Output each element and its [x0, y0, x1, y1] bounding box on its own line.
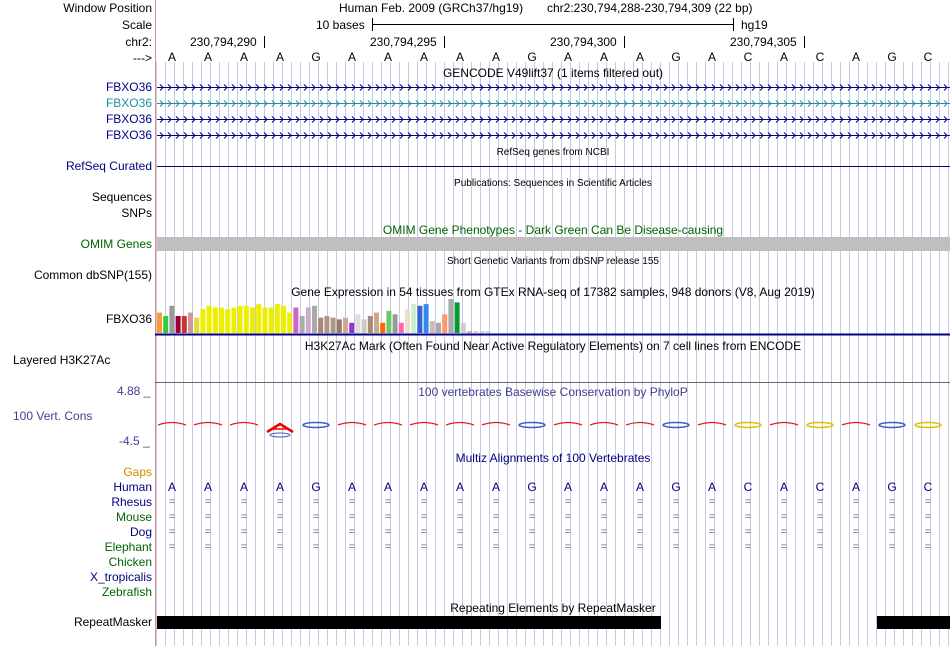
alignment-match: = [888, 511, 896, 523]
alignment-match: = [240, 541, 248, 553]
sequence-base: A [203, 50, 212, 64]
sequence-base: A [563, 50, 572, 64]
species-label-elephant[interactable]: Elephant [104, 540, 152, 554]
coord-tick-3: 230,794,300 [550, 35, 617, 49]
gtex-bar [411, 304, 416, 333]
alignment-match: = [168, 496, 176, 508]
alignment-match: = [492, 541, 500, 553]
gtex-bar [318, 318, 323, 333]
phylop-mark [698, 423, 726, 426]
alignment-match: = [312, 511, 320, 523]
human-base: A [203, 480, 212, 494]
gtex-bar [163, 316, 168, 333]
gtex-bar [238, 306, 243, 333]
phylop-logo [267, 424, 293, 432]
sequence-base: G [311, 50, 321, 64]
sequence-base: A [419, 50, 428, 64]
gtex-bar [455, 302, 460, 333]
alignment-match: = [348, 541, 356, 553]
gtex-bar [200, 309, 205, 333]
coord-tick-4: 230,794,305 [730, 35, 797, 49]
alignment-match: = [672, 526, 680, 538]
repeat-block [157, 616, 661, 629]
alignment-match: = [456, 511, 464, 523]
species-label-zebrafish[interactable]: Zebrafish [101, 585, 152, 599]
gtex-bar [182, 316, 187, 333]
phylop-mark [519, 423, 545, 428]
alignment-match: = [492, 511, 500, 523]
gtex-bar [293, 308, 298, 334]
alignment-match: = [852, 511, 860, 523]
chrom-label: chr2: [125, 35, 152, 49]
scale-text: 10 bases [316, 18, 365, 32]
alignment-match: = [780, 511, 788, 523]
omim-label[interactable]: OMIM Genes [80, 237, 152, 251]
dbsnp-title[interactable]: Short Genetic Variants from dbSNP release 155 [447, 256, 659, 267]
alignment-match: = [672, 541, 680, 553]
alignment-match: = [816, 511, 824, 523]
gtex-bar [219, 308, 224, 334]
sequence-base: A [239, 50, 248, 64]
human-base: A [491, 480, 500, 494]
gtex-bar [424, 304, 429, 333]
gencode-label-1[interactable]: FBXO36 [105, 80, 152, 94]
coord-tick-1: 230,794,290 [190, 35, 257, 49]
human-base: A [635, 480, 644, 494]
pubs-sequences-label[interactable]: Sequences [91, 190, 152, 204]
human-base: A [239, 480, 248, 494]
repeatmasker-label[interactable]: RepeatMasker [73, 615, 152, 629]
phylop-mark [482, 423, 510, 426]
alignment-match: = [780, 526, 788, 538]
scale-label: Scale [121, 18, 152, 32]
gtex-bar [393, 314, 398, 333]
phylop-mark [410, 423, 438, 426]
gtex-bar [256, 304, 261, 333]
alignment-match: = [672, 511, 680, 523]
pubs-snps-label[interactable]: SNPs [121, 206, 152, 220]
gtex-bar [176, 316, 181, 333]
gtex-bar [244, 306, 249, 333]
species-label-x_tropicalis[interactable]: X_tropicalis [89, 570, 152, 584]
sequence-base: A [851, 50, 860, 64]
human-base: A [779, 480, 788, 494]
alignment-match: = [564, 541, 572, 553]
species-label-chicken[interactable]: Chicken [108, 555, 152, 569]
phylop-mark [770, 423, 798, 426]
alignment-match: = [744, 511, 752, 523]
alignment-match: = [924, 526, 932, 538]
human-base: A [599, 480, 608, 494]
alignment-match: = [528, 526, 536, 538]
alignment-match: = [888, 496, 896, 508]
human-base: A [419, 480, 428, 494]
alignment-match: = [384, 496, 392, 508]
gencode-label-3[interactable]: FBXO36 [105, 112, 152, 126]
gencode-label-2[interactable]: FBXO36 [105, 96, 152, 110]
h3k27ac-label[interactable]: Layered H3K27Ac [13, 353, 111, 367]
alignment-match: = [240, 526, 248, 538]
dbsnp-label[interactable]: Common dbSNP(155) [33, 268, 152, 282]
alignment-match: = [744, 526, 752, 538]
alignment-match: = [888, 526, 896, 538]
alignment-match: = [780, 496, 788, 508]
alignment-match: = [456, 541, 464, 553]
gtex-bar [331, 318, 336, 333]
alignment-match: = [852, 526, 860, 538]
phylop-mark [303, 423, 329, 428]
gtex-bar [386, 311, 391, 333]
alignment-match: = [492, 526, 500, 538]
alignment-match: = [564, 511, 572, 523]
gtex-bar [250, 308, 255, 334]
human-base: G [671, 480, 681, 494]
sequence-base: A [635, 50, 644, 64]
phylop-mark [446, 423, 474, 426]
alignment-match: = [528, 511, 536, 523]
gtex-bar [169, 306, 174, 333]
phylop-mark [663, 423, 689, 428]
window-position-label: Window Position [63, 1, 152, 15]
gtex-bar [306, 308, 311, 334]
alignment-match: = [780, 541, 788, 553]
gtex-bar [349, 323, 354, 333]
alignment-match: = [708, 541, 716, 553]
alignment-match: = [600, 526, 608, 538]
alignment-match: = [348, 526, 356, 538]
alignment-match: = [744, 541, 752, 553]
gtex-bar [430, 321, 435, 333]
human-base: A [347, 480, 356, 494]
alignment-match: = [168, 526, 176, 538]
alignment-match: = [600, 541, 608, 553]
gtex-bar [262, 308, 267, 334]
alignment-match: = [816, 541, 824, 553]
alignment-match: = [384, 526, 392, 538]
gtex-bar [374, 313, 379, 333]
gtex-bar [269, 308, 274, 334]
alignment-match: = [420, 511, 428, 523]
alignment-match: = [528, 541, 536, 553]
alignment-match: = [168, 511, 176, 523]
gtex-bar [207, 306, 212, 333]
sequence-base: G [527, 50, 537, 64]
alignment-match: = [708, 526, 716, 538]
sequence-base: A [707, 50, 716, 64]
human-base: A [851, 480, 860, 494]
sequence-base: A [347, 50, 356, 64]
gtex-bar [281, 306, 286, 333]
alignment-match: = [924, 511, 932, 523]
gtex-bar [194, 318, 199, 333]
omim-title[interactable]: OMIM Gene Phenotypes - Dark Green Can Be Disease-causing [382, 223, 724, 237]
phylop-mark [735, 423, 761, 428]
gtex-bar [442, 314, 447, 333]
phylop-mark [338, 423, 366, 426]
sequence-base: G [887, 50, 897, 64]
phylop-mark [374, 423, 402, 426]
gtex-bar [337, 319, 342, 333]
coord-tick-2: 230,794,295 [370, 35, 437, 49]
sequence-base: A [599, 50, 608, 64]
human-base: A [707, 480, 716, 494]
gencode-label-4[interactable]: FBXO36 [105, 128, 152, 142]
omim-bar [157, 237, 950, 251]
alignment-match: = [492, 496, 500, 508]
gtex-bar [225, 309, 230, 333]
gtex-bar [417, 306, 422, 333]
gtex-bar [448, 299, 453, 333]
gtex-bar [380, 323, 385, 333]
gtex-title[interactable]: Gene Expression in 54 tissues from GTEx RNA-seq of 17382 samples, 948 donors (V8, Aug 2019) [291, 285, 815, 299]
strand-label: ---> [133, 51, 152, 65]
alignment-match: = [600, 496, 608, 508]
gtex-bar [324, 316, 329, 333]
alignment-match: = [276, 496, 284, 508]
alignment-match: = [636, 511, 644, 523]
phylop-label[interactable]: 100 Vert. Cons [13, 409, 93, 423]
gtex-bar [188, 313, 193, 333]
human-base: A [455, 480, 464, 494]
phylop-title[interactable]: 100 vertebrates Basewise Conservation by PhyloP [418, 385, 688, 399]
human-base: C [923, 480, 933, 494]
gtex-bar [343, 318, 348, 333]
gtex-bar [231, 308, 236, 334]
human-base: A [383, 480, 392, 494]
alignment-match: = [348, 496, 356, 508]
alignment-match: = [744, 496, 752, 508]
sequence-base: A [383, 50, 392, 64]
sequence-base: A [491, 50, 500, 64]
alignment-match: = [204, 496, 212, 508]
phylop-mark [915, 423, 941, 428]
gtex-bar [405, 309, 410, 333]
alignment-match: = [384, 511, 392, 523]
gtex-bar [436, 323, 441, 333]
species-label-dog[interactable]: Dog [129, 525, 152, 539]
human-base: G [887, 480, 897, 494]
phylop-min-label: -4.5 _ [119, 434, 150, 448]
gtex-bar [355, 314, 360, 333]
multiz-title[interactable]: Multiz Alignments of 100 Vertebrates [455, 451, 651, 465]
sequence-base: C [815, 50, 825, 64]
alignment-match: = [600, 511, 608, 523]
alignment-match: = [204, 511, 212, 523]
gtex-bar [275, 304, 280, 333]
assembly-text: Human Feb. 2009 (GRCh37/hg19) [339, 1, 524, 15]
human-base: G [311, 480, 321, 494]
alignment-match: = [312, 541, 320, 553]
gtex-bar [479, 331, 484, 333]
repeatmasker-title[interactable]: Repeating Elements by RepeatMasker [450, 601, 656, 615]
alignment-match: = [276, 526, 284, 538]
alignment-match: = [276, 511, 284, 523]
alignment-match: = [240, 511, 248, 523]
sequence-base: A [779, 50, 788, 64]
human-base: A [167, 480, 176, 494]
refseq-title[interactable]: RefSeq genes from NCBI [496, 147, 610, 158]
alignment-match: = [456, 496, 464, 508]
alignment-match: = [636, 496, 644, 508]
human-base: G [527, 480, 537, 494]
alignment-match: = [204, 526, 212, 538]
sequence-base: G [671, 50, 681, 64]
alignment-match: = [276, 541, 284, 553]
gtex-bar [157, 313, 162, 333]
alignment-match: = [204, 541, 212, 553]
alignment-match: = [636, 526, 644, 538]
alignment-match: = [456, 526, 464, 538]
alignment-match: = [420, 541, 428, 553]
gtex-bar [300, 316, 305, 333]
human-base: C [743, 480, 753, 494]
gaps-label[interactable]: Gaps [123, 465, 152, 479]
gtex-label[interactable]: FBXO36 [105, 312, 152, 326]
sequence-base: C [743, 50, 753, 64]
phylop-mark [879, 423, 905, 428]
gtex-bar [312, 306, 317, 333]
alignment-match: = [888, 541, 896, 553]
species-label-mouse[interactable]: Mouse [115, 510, 152, 524]
alignment-match: = [852, 496, 860, 508]
gtex-bar [362, 319, 367, 333]
alignment-match: = [384, 541, 392, 553]
publications-title[interactable]: Publications: Sequences in Scientific Articles [454, 178, 652, 189]
alignment-match: = [708, 496, 716, 508]
alignment-match: = [924, 541, 932, 553]
sequence-base: A [167, 50, 176, 64]
alignment-match: = [564, 526, 572, 538]
gtex-bar [486, 331, 491, 333]
human-base: A [563, 480, 572, 494]
gtex-bar [461, 323, 466, 333]
alignment-match: = [636, 541, 644, 553]
alignment-match: = [708, 511, 716, 523]
phylop-mark [807, 423, 833, 428]
db-text: hg19 [741, 18, 768, 32]
repeat-block [877, 616, 950, 629]
gencode-title[interactable]: GENCODE V49lift37 (1 items filtered out) [442, 66, 664, 80]
phylop-mark [158, 423, 186, 426]
phylop-mark [590, 423, 618, 426]
species-label-rhesus[interactable]: Rhesus [111, 495, 152, 509]
phylop-mark [554, 423, 582, 426]
gtex-bar [213, 308, 218, 334]
phylop-mark [230, 423, 258, 426]
human-label[interactable]: Human [113, 480, 152, 494]
phylop-mark [194, 423, 222, 426]
sequence-base: A [455, 50, 464, 64]
alignment-match: = [816, 496, 824, 508]
phylop-mark [842, 423, 870, 426]
alignment-match: = [420, 526, 428, 538]
alignment-match: = [420, 496, 428, 508]
human-base: A [275, 480, 284, 494]
phylop-mark [626, 423, 654, 426]
sequence-base: A [275, 50, 284, 64]
sequence-base: C [923, 50, 933, 64]
gtex-bar [473, 331, 478, 333]
h3k27ac-title[interactable]: H3K27Ac Mark (Often Found Near Active Regulatory Elements) on 7 cell lines from ENCODE [304, 339, 802, 353]
alignment-match: = [924, 496, 932, 508]
alignment-match: = [168, 541, 176, 553]
alignment-match: = [852, 541, 860, 553]
alignment-match: = [312, 526, 320, 538]
refseq-label[interactable]: RefSeq Curated [65, 159, 152, 173]
gtex-bar [368, 316, 373, 333]
human-base: C [815, 480, 825, 494]
alignment-match: = [816, 526, 824, 538]
phylop-max-label: 4.88 _ [117, 384, 151, 398]
gtex-bar [399, 323, 404, 333]
position-text: chr2:230,794,288-230,794,309 (22 bp) [547, 1, 753, 15]
alignment-match: = [312, 496, 320, 508]
gtex-bar [467, 331, 472, 333]
gtex-bar [287, 313, 292, 333]
alignment-match: = [348, 511, 356, 523]
alignment-match: = [240, 496, 248, 508]
alignment-match: = [564, 496, 572, 508]
alignment-match: = [528, 496, 536, 508]
alignment-match: = [672, 496, 680, 508]
